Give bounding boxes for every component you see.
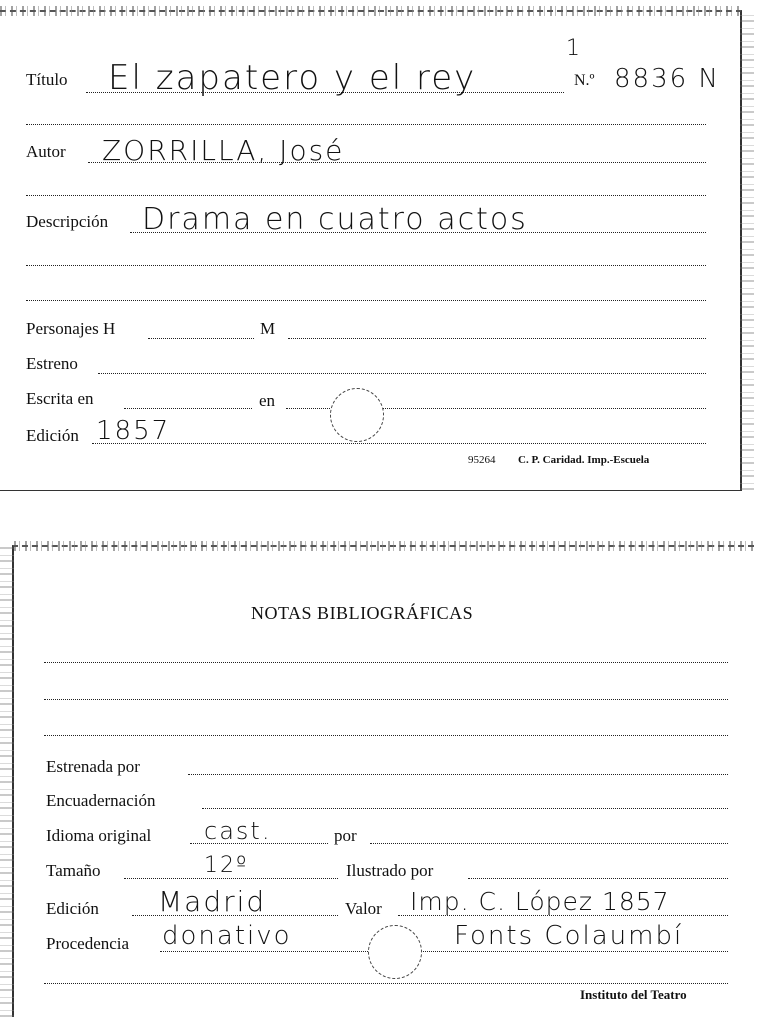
procedencia-value: donativo <box>162 921 292 951</box>
card-edge-texture <box>0 6 740 16</box>
descripcion-label: Descripción <box>26 212 109 231</box>
escrita-label: Escrita en <box>26 389 94 408</box>
estrenada-label: Estrenada por <box>46 757 140 776</box>
procedencia-line <box>160 951 728 952</box>
blank-line <box>26 124 706 125</box>
blank-line <box>44 662 728 663</box>
edicion-label: Edición <box>26 426 79 445</box>
numero-label: N.º <box>574 72 595 89</box>
encuadernacion-label: Encuadernación <box>46 791 156 810</box>
valor-value: Imp. C. López 1857 <box>410 887 670 916</box>
edicion2-label: Edición <box>46 899 99 918</box>
escrita-line <box>124 408 252 409</box>
tamano-line <box>124 878 338 879</box>
tamano-label: Tamaño <box>46 861 101 880</box>
blank-line <box>26 195 706 196</box>
tamano-value: 12º <box>204 853 249 878</box>
card-edge-texture <box>14 541 754 551</box>
printer-text: C. P. Caridad. Imp.-Escuela <box>518 454 650 466</box>
estreno-label: Estreno <box>26 354 78 373</box>
numero-value: 8836 N <box>614 64 720 94</box>
blank-line <box>26 300 706 301</box>
idioma-label: Idioma original <box>46 826 152 845</box>
ilustrado-label: Ilustrado por <box>346 861 434 880</box>
por-label: por <box>334 826 357 845</box>
autor-label: Autor <box>26 142 66 161</box>
blank-line <box>44 983 728 984</box>
estrenada-line <box>188 774 728 775</box>
personajes-label: Personajes H <box>26 319 116 338</box>
edicion-value: 1857 <box>96 416 171 446</box>
por-line <box>370 843 728 844</box>
blank-line <box>44 699 728 700</box>
card-edge-texture <box>740 12 754 490</box>
procedencia-label: Procedencia <box>46 934 130 953</box>
punch-hole <box>330 388 384 442</box>
card-edge-texture <box>0 547 14 1017</box>
catalog-card-back <box>12 545 754 1017</box>
ilustrado-line <box>468 878 728 879</box>
notas-heading: NOTAS BIBLIOGRÁFICAS <box>251 603 474 623</box>
encuadernacion-line <box>202 808 728 809</box>
blank-line <box>26 265 706 266</box>
punch-hole <box>368 925 422 979</box>
descripcion-value: Drama en cuatro actos <box>142 202 528 237</box>
catalog-card-front <box>0 10 742 491</box>
personajes-m-label: M <box>260 319 276 338</box>
edicion-line <box>92 443 706 444</box>
autor-value: ZORRILLA, José <box>102 134 345 167</box>
personajes-h-line <box>148 338 254 339</box>
titulo-label: Título <box>26 70 68 89</box>
printer-code: 95264 <box>468 454 496 466</box>
estreno-line <box>98 373 706 374</box>
edicion2-value: Madrid <box>158 885 267 918</box>
titulo-value: El zapatero y el rey <box>108 58 477 98</box>
idioma-value: cast. <box>204 817 272 845</box>
escrita-en-label: en <box>259 391 276 410</box>
number-mark: 1 <box>566 36 582 61</box>
procedencia-extra: Fonts Colaumbí <box>454 921 684 951</box>
valor-label: Valor <box>345 899 382 918</box>
institute-footer: Instituto del Teatro <box>580 987 687 1002</box>
personajes-m-line <box>288 338 706 339</box>
blank-line <box>44 735 728 736</box>
